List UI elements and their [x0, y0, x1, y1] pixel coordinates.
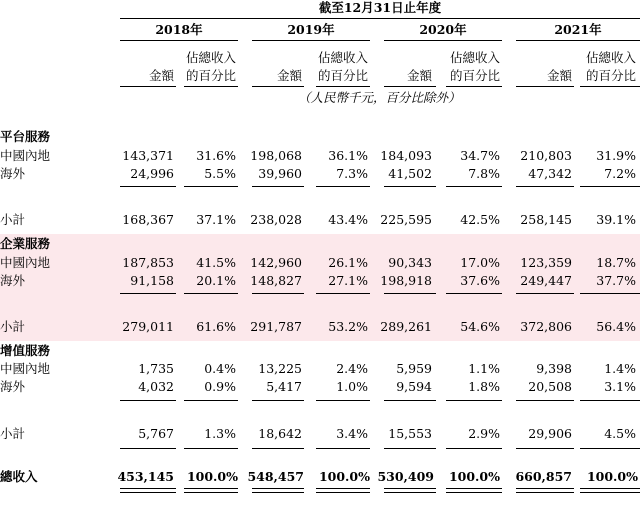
table-cell: 225,595 [380, 212, 432, 227]
table-cell: 4.5% [604, 426, 636, 441]
table-cell: 20.1% [196, 273, 236, 288]
total-top-rule [120, 448, 176, 449]
subtotal-rule [184, 186, 238, 187]
table-cell: 39,960 [258, 166, 302, 181]
table-cell: 548,457 [247, 469, 304, 484]
table-cell: 91,158 [130, 273, 174, 288]
table-cell: 2.9% [468, 426, 500, 441]
header-underline-2018-pct [184, 86, 238, 87]
row-label: 中國內地 [0, 148, 51, 163]
amount-header-2018: 金額 [148, 68, 174, 83]
table-cell: 249,447 [520, 273, 572, 288]
total-top-rule [252, 448, 304, 449]
subtotal-rule [316, 186, 370, 187]
header-underline-2018-amt [120, 86, 176, 87]
amount-header-2019: 金額 [276, 68, 302, 83]
table-cell: 15,553 [388, 426, 432, 441]
subtotal-label: 小計 [0, 319, 26, 334]
table-cell: 3.4% [336, 426, 368, 441]
table-cell: 20,508 [528, 379, 572, 394]
subtotal-rule [516, 293, 574, 294]
pct-header-2020-l1: 佔總收入 [449, 50, 500, 65]
subtotal-rule [252, 400, 304, 401]
subtotal-rule [516, 186, 574, 187]
table-cell: 4,032 [138, 379, 174, 394]
pct-header-2019-l2: 的百分比 [317, 68, 368, 83]
row-label: 中國內地 [0, 255, 51, 270]
row-label: 海外 [0, 166, 26, 181]
pct-header-2019-l1: 佔總收入 [317, 50, 368, 65]
subtotal-rule [252, 186, 304, 187]
table-cell: 5,417 [266, 379, 302, 394]
table-cell: 29,906 [528, 426, 572, 441]
total-double-rule [316, 488, 370, 493]
row-label: 海外 [0, 273, 26, 288]
table-cell: 54.6% [460, 319, 500, 334]
total-top-rule [580, 448, 640, 449]
total-top-rule [316, 448, 370, 449]
section-title-value-added: 增值服務 [0, 343, 51, 358]
table-cell: 100.0% [186, 469, 238, 484]
table-cell: 291,787 [250, 319, 302, 334]
subtotal-rule [446, 293, 502, 294]
table-cell: 7.2% [604, 166, 636, 181]
table-cell: 47,342 [528, 166, 572, 181]
table-cell: 36.1% [328, 148, 368, 163]
total-top-rule [516, 448, 574, 449]
row-label: 中國內地 [0, 361, 51, 376]
table-cell: 168,367 [122, 212, 174, 227]
total-double-rule [446, 488, 502, 493]
subtotal-rule [446, 400, 502, 401]
table-cell: 279,011 [122, 319, 174, 334]
table-cell: 372,806 [520, 319, 572, 334]
subtotal-rule [446, 186, 502, 187]
period-header: 截至12月31日止年度 [318, 0, 442, 15]
year-underline-2019 [252, 40, 370, 41]
unit-note: （人民幣千元，百分比除外） [298, 90, 461, 105]
header-underline-2019-pct [316, 86, 370, 87]
year-2019: 2019年 [287, 22, 335, 37]
subtotal-rule [316, 293, 370, 294]
table-cell: 660,857 [515, 469, 572, 484]
table-cell: 187,853 [122, 255, 174, 270]
subtotal-rule [580, 293, 640, 294]
row-label: 海外 [0, 379, 26, 394]
year-underline-2018 [120, 40, 238, 41]
subtotal-rule [120, 400, 176, 401]
subtotal-rule [384, 293, 436, 294]
total-label: 總收入 [0, 469, 38, 484]
table-cell: 238,028 [250, 212, 302, 227]
table-cell: 27.1% [328, 273, 368, 288]
table-cell: 41,502 [388, 166, 432, 181]
table-cell: 198,068 [250, 148, 302, 163]
table-cell: 56.4% [596, 319, 636, 334]
table-cell: 530,409 [377, 469, 434, 484]
table-cell: 37.7% [596, 273, 636, 288]
total-top-rule [446, 448, 502, 449]
subtotal-rule [120, 186, 176, 187]
subtotal-rule [384, 186, 436, 187]
table-cell: 143,371 [122, 148, 174, 163]
pct-header-2018-l1: 佔總收入 [185, 50, 236, 65]
total-double-rule [252, 488, 304, 493]
table-cell: 24,996 [130, 166, 174, 181]
table-cell: 31.6% [196, 148, 236, 163]
table-cell: 37.6% [460, 273, 500, 288]
header-underline-2020-amt [384, 86, 436, 87]
table-cell: 17.0% [460, 255, 500, 270]
table-cell: 258,145 [520, 212, 572, 227]
section-title-enterprise: 企業服務 [0, 236, 51, 251]
table-cell: 13,225 [258, 361, 302, 376]
header-underline-2019-amt [252, 86, 304, 87]
year-underline-2020 [384, 40, 502, 41]
table-cell: 26.1% [328, 255, 368, 270]
amount-header-2020: 金額 [406, 68, 432, 83]
table-cell: 148,827 [250, 273, 302, 288]
table-cell: 142,960 [250, 255, 302, 270]
total-double-rule [384, 488, 436, 493]
subtotal-rule [316, 400, 370, 401]
pct-header-2018-l2: 的百分比 [185, 68, 236, 83]
table-cell: 41.5% [196, 255, 236, 270]
subtotal-rule [384, 400, 436, 401]
header-underline-2020-pct [446, 86, 502, 87]
pct-header-2020-l2: 的百分比 [449, 68, 500, 83]
table-cell: 34.7% [460, 148, 500, 163]
table-cell: 2.4% [336, 361, 368, 376]
table-cell: 123,359 [520, 255, 572, 270]
year-underline-2021 [516, 40, 640, 41]
period-underline [120, 18, 640, 19]
subtotal-rule [580, 186, 640, 187]
table-cell: 100.0% [318, 469, 370, 484]
year-2018: 2018年 [155, 22, 203, 37]
table-cell: 0.9% [204, 379, 236, 394]
table-cell: 18.7% [596, 255, 636, 270]
table-cell: 3.1% [604, 379, 636, 394]
table-cell: 100.0% [448, 469, 500, 484]
table-cell: 37.1% [196, 212, 236, 227]
total-double-rule [516, 488, 574, 493]
table-cell: 100.0% [586, 469, 638, 484]
table-cell: 7.8% [468, 166, 500, 181]
table-cell: 18,642 [258, 426, 302, 441]
table-cell: 210,803 [520, 148, 572, 163]
table-cell: 184,093 [380, 148, 432, 163]
table-cell: 289,261 [380, 319, 432, 334]
header-underline-2021-pct [580, 86, 640, 87]
table-cell: 1.1% [468, 361, 500, 376]
table-cell: 61.6% [196, 319, 236, 334]
subtotal-rule [184, 400, 238, 401]
subtotal-rule [252, 293, 304, 294]
subtotal-label: 小計 [0, 426, 26, 441]
table-cell: 53.2% [328, 319, 368, 334]
table-cell: 42.5% [460, 212, 500, 227]
year-2021: 2021年 [554, 22, 602, 37]
header-underline-2021-amt [516, 86, 574, 87]
subtotal-rule [580, 400, 640, 401]
total-top-rule [384, 448, 436, 449]
total-top-rule [184, 448, 238, 449]
subtotal-label: 小計 [0, 212, 26, 227]
subtotal-rule [516, 400, 574, 401]
table-cell: 7.3% [336, 166, 368, 181]
table-cell: 9,398 [536, 361, 572, 376]
subtotal-rule [184, 293, 238, 294]
subtotal-rule [120, 293, 176, 294]
table-cell: 5.5% [204, 166, 236, 181]
section-title-platform: 平台服務 [0, 129, 51, 144]
table-cell: 0.4% [204, 361, 236, 376]
table-cell: 453,145 [117, 469, 174, 484]
table-cell: 1,735 [138, 361, 174, 376]
total-double-rule [580, 488, 640, 493]
amount-header-2021: 金額 [546, 68, 572, 83]
table-cell: 43.4% [328, 212, 368, 227]
table-cell: 5,959 [396, 361, 432, 376]
table-cell: 31.9% [596, 148, 636, 163]
table-cell: 1.4% [604, 361, 636, 376]
total-double-rule [184, 488, 238, 493]
table-cell: 1.8% [468, 379, 500, 394]
pct-header-2021-l1: 佔總收入 [585, 50, 636, 65]
table-cell: 1.0% [336, 379, 368, 394]
table-cell: 5,767 [138, 426, 174, 441]
table-cell: 198,918 [380, 273, 432, 288]
total-double-rule [120, 488, 176, 493]
table-cell: 39.1% [596, 212, 636, 227]
table-cell: 1.3% [204, 426, 236, 441]
year-2020: 2020年 [419, 22, 467, 37]
table-cell: 9,594 [396, 379, 432, 394]
pct-header-2021-l2: 的百分比 [585, 68, 636, 83]
table-cell: 90,343 [388, 255, 432, 270]
